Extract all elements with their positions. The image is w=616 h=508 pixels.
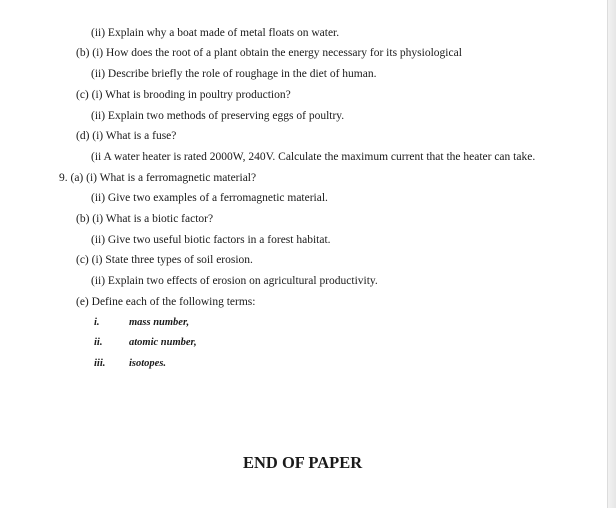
question-8c-i: (c) (i) What is brooding in poultry production? [76, 89, 291, 101]
question-8b-ii-previous: (ii) Explain why a boat made of metal floats on water. [91, 27, 340, 39]
question-8d-i: (d) (i) What is a fuse? [76, 130, 177, 142]
term-numeral: i. [94, 317, 100, 328]
question-9a-i: 9. (a) (i) What is a ferromagnetic material? [59, 172, 257, 184]
question-8b-ii: (ii) Describe briefly the role of roughage in the diet of human. [91, 68, 377, 80]
end-of-paper-heading: END OF PAPER [243, 453, 363, 472]
term-isotopes: isotopes. [129, 358, 167, 369]
question-8b-i: (b) (i) How does the root of a plant obtain the energy necessary for its physiological [76, 47, 462, 59]
question-9e: (e) Define each of the following terms: [76, 296, 256, 308]
question-8c-ii: (ii) Explain two methods of preserving eggs of poultry. [91, 110, 345, 122]
term-numeral: ii. [94, 337, 103, 348]
term-atomic-number: atomic number, [129, 337, 197, 348]
term-mass-number: mass number, [129, 317, 190, 328]
question-9b-ii: (ii) Give two useful biotic factors in a forest habitat. [91, 234, 331, 246]
term-numeral: iii. [94, 358, 106, 369]
question-9c-i: (c) (i) State three types of soil erosion. [76, 254, 253, 266]
page-edge [607, 0, 616, 508]
question-9b-i: (b) (i) What is a biotic factor? [76, 213, 214, 225]
question-9c-ii: (ii) Explain two effects of erosion on agricultural productivity. [91, 275, 378, 287]
question-8d-ii: (ii A water heater is rated 2000W, 240V. Calculate the maximum current that the heater can take. [91, 151, 536, 163]
question-9a-ii: (ii) Give two examples of a ferromagnetic material. [91, 192, 328, 204]
